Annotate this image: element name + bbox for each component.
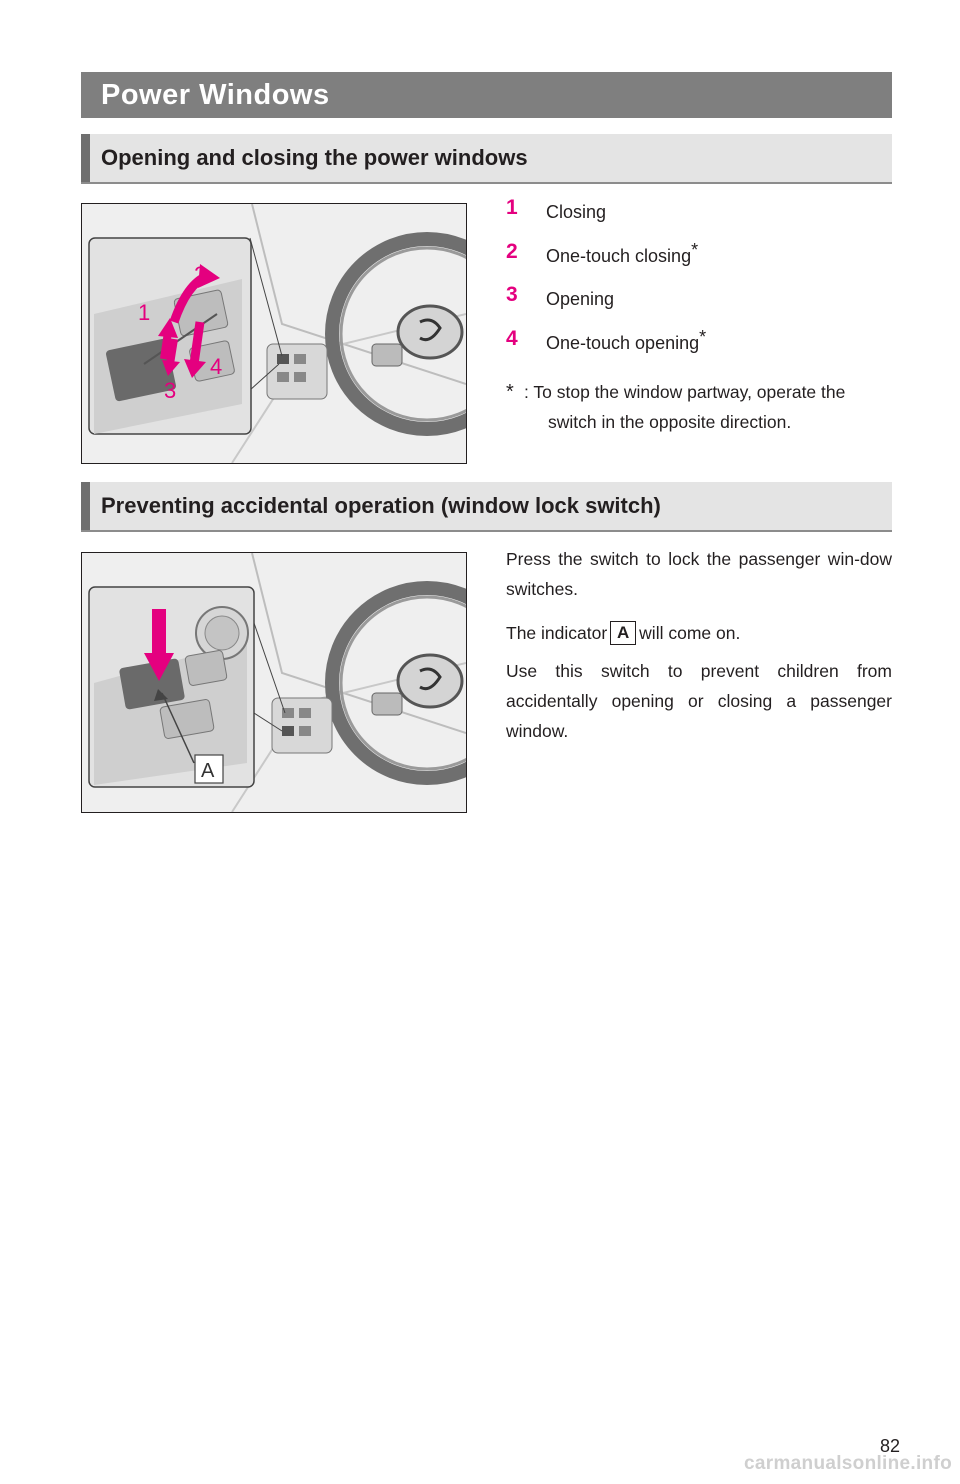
asterisk-marker: * — [691, 239, 699, 260]
section-heading-1: Opening and closing the power windows — [101, 145, 528, 170]
callout-a-box: A — [610, 621, 636, 645]
asterisk-marker: * — [699, 326, 707, 347]
watermark: carmanualsonline.info — [744, 1453, 952, 1474]
page-number: 82 — [879, 1436, 900, 1456]
footnote — [506, 377, 898, 437]
step-item — [506, 282, 896, 326]
paragraph-lock-switch: Press the switch to lock the passenger win-dow switches. — [506, 549, 892, 599]
step-number: 4 — [506, 326, 518, 350]
step-text: Opening — [546, 289, 615, 309]
step-item — [506, 195, 896, 239]
window-lock-switch-illustration — [81, 552, 467, 813]
step-text: Closing — [546, 202, 607, 222]
step-number: 1 — [506, 196, 518, 219]
paragraph-prevent-children: Use this switch to prevent children from accidentally opening or closing a passenger window. — [506, 661, 892, 741]
callout-label-a: A — [201, 760, 215, 782]
section-heading-bar-2 — [81, 482, 892, 532]
indicator-text-after: will come on. — [639, 623, 741, 643]
step-item — [506, 239, 896, 283]
operation-steps-list — [506, 195, 896, 369]
power-window-switch-illustration — [81, 203, 467, 464]
arrow-label-3: 3 — [164, 378, 177, 403]
footnote-text: : To stop the window partway, operate the switch in the opposite direction. — [524, 382, 846, 432]
arrow-label-2: 2 — [194, 262, 207, 287]
step-text: One-touch closing — [546, 245, 692, 266]
footnote-marker: * — [506, 381, 514, 403]
paragraph-indicator — [506, 618, 892, 648]
section-heading-2: Preventing accidental operation (window lock switch) — [101, 493, 661, 518]
arrow-label-4: 4 — [210, 354, 223, 379]
section-heading-bar-1 — [81, 134, 892, 184]
arrow-label-1: 1 — [138, 300, 151, 325]
page-title: Power Windows — [101, 79, 330, 111]
step-number: 2 — [506, 239, 518, 263]
page-title-bar — [81, 72, 892, 118]
step-item — [506, 326, 896, 370]
indicator-text-before: The indicator — [506, 623, 608, 643]
step-number: 3 — [506, 283, 518, 306]
step-text: One-touch opening — [546, 332, 700, 353]
